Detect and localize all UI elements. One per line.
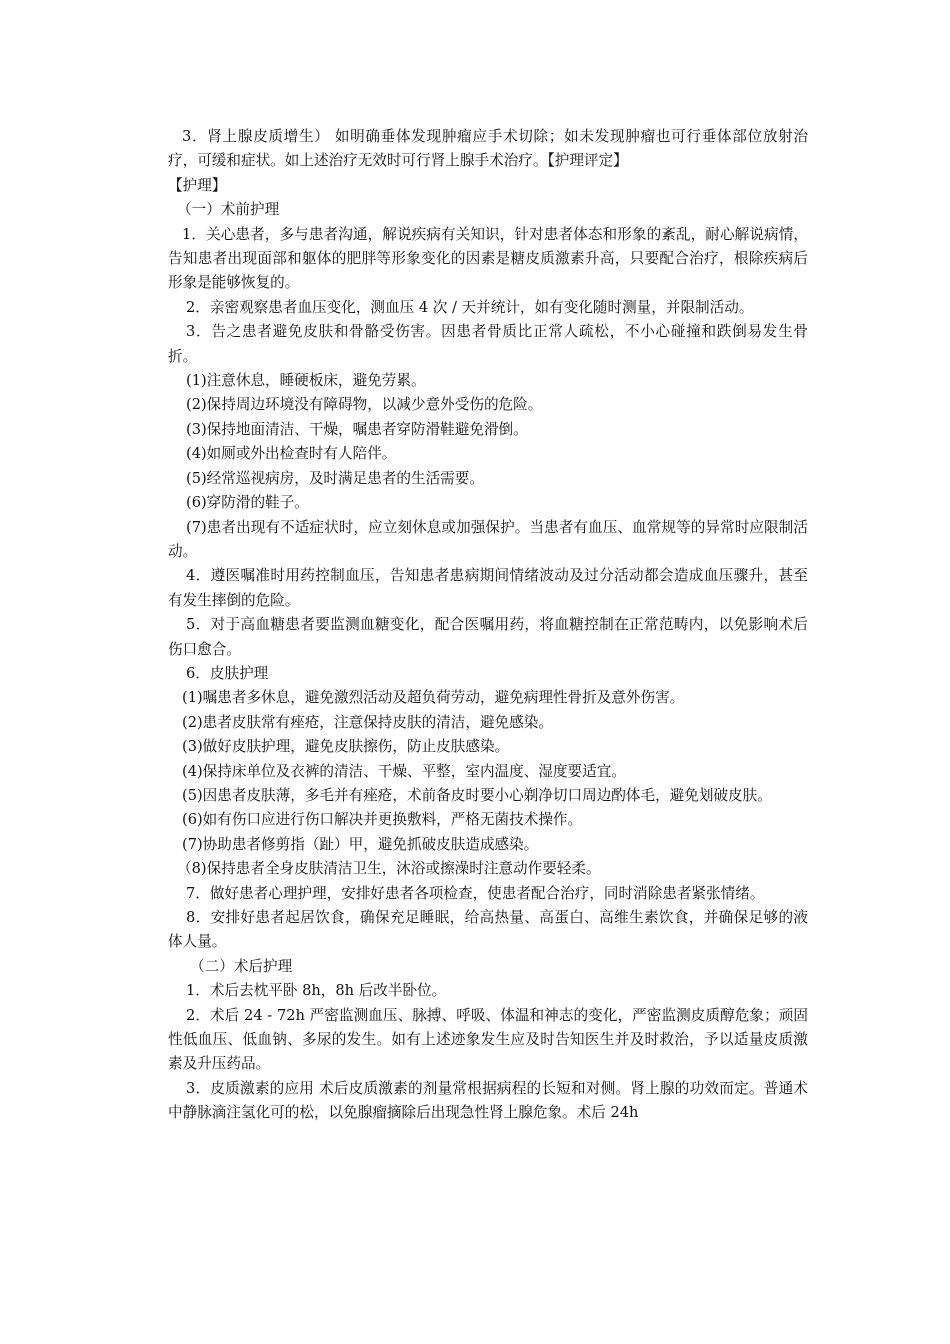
paragraph: 3．肾上腺皮质增生） 如明确垂体发现肿瘤应手术切除；如未发现肿瘤也可行垂体部位放射治疗，可缓和症状。如上述治疗无效时可行肾上腺手术治疗。【护理评定】 <box>168 128 808 170</box>
subsection-heading: （一）术前护理 <box>177 201 280 219</box>
paragraph: 3．告之患者避免皮肤和骨骼受伤害。因患者骨质比正常人疏松，不小心碰撞和跌倒易发生骨折。 <box>168 323 808 365</box>
list-item: (4)保持床单位及衣裤的清洁、干燥、平整，室内温度、湿度要适宜。 <box>182 762 626 780</box>
list-item: (1)注意休息，睡硬板床，避免劳累。 <box>186 372 426 390</box>
list-item: (4)如厕或外出检查时有人陪伴。 <box>186 445 397 463</box>
list-item: （8)保持患者全身皮肤清洁卫生，沐浴或擦澡时注意动作要轻柔。 <box>177 860 601 878</box>
list-item: (3)做好皮肤护理，避免皮肤擦伤，防止皮肤感染。 <box>182 738 510 756</box>
paragraph: 2．术后 24 - 72h 严密监测血压、脉搏、呼吸、体温和神志的变化，严密监测皮质醇危象；顽固性低血压、低血钠、多尿的发生。如有上述迹象发生应及时告知医生并及时救治，予以适量皮质激素及升压药品。 <box>168 1006 808 1073</box>
list-item: (6)如有伤口应进行伤口解决并更换敷料，严格无菌技术操作。 <box>182 811 583 829</box>
paragraph: 6．皮肤护理 <box>186 664 269 682</box>
list-item: (6)穿防滑的鞋子。 <box>186 494 309 512</box>
section-heading: 【护理】 <box>168 176 227 194</box>
list-item: (5)因患者皮肤薄，多毛并有痤疮，术前备皮时要小心剃净切口周边酌体毛，避免划破皮肤。 <box>182 786 772 804</box>
paragraph: 8．安排好患者起居饮食，确保充足睡眠，给高热量、高蛋白、高维生素饮食，并确保足够的液体人量。 <box>168 909 808 951</box>
list-item: (5)经常巡视病房，及时满足患者的生活需要。 <box>186 469 484 487</box>
paragraph: 3．皮质激素的应用 术后皮质激素的剂量常根据病程的长短和对侧。肾上腺的功效而定。普通术中静脉滴注氢化可的松，以免腺瘤摘除后出现急性肾上腺危象。术后 24h <box>168 1079 808 1122</box>
document-page <box>168 125 808 1126</box>
paragraph: 4．遵医嘱准时用药控制血压，告知患者患病期间情绪波动及过分活动都会造成血压骤升，甚至有发生摔倒的危险。 <box>168 567 808 609</box>
list-item: (3)保持地面清洁、干燥，嘱患者穿防滑鞋避免滑倒。 <box>186 420 528 438</box>
list-item: (2)患者皮肤常有痤疮，注意保持皮肤的清洁，避免感染。 <box>182 713 553 731</box>
paragraph: 2．亲密观察患者血压变化，测血压 4 次 / 天并统计，如有变化随时测量，并限制活动。 <box>186 298 754 316</box>
paragraph: 1．术后去枕平卧 8h，8h 后改半卧位。 <box>186 982 447 1000</box>
list-item: (1)嘱患者多休息，避免激烈活动及超负荷劳动，避免病理性骨折及意外伤害。 <box>182 689 685 707</box>
subsection-heading: （二）术后护理 <box>190 957 293 975</box>
paragraph: 5．对于高血糖患者要监测血糖变化，配合医嘱用药，将血糖控制在正常范畴内，以免影响术后伤口愈合。 <box>168 616 808 658</box>
list-item: (2)保持周边环境没有障碍物，以减少意外受伤的危险。 <box>186 396 543 414</box>
paragraph: 7．做好患者心理护理，安排好患者各项检查，使患者配合治疗，同时消除患者紧张情绪。 <box>186 884 765 902</box>
list-item: (7)患者出现有不适症状时，应立刻休息或加强保护。当患者有血压、血常规等的异常时应限制活动。 <box>168 518 808 560</box>
list-item: (7)协助患者修剪指（趾）甲，避免抓破皮肤造成感染。 <box>182 835 539 853</box>
paragraph: 1．关心患者，多与患者沟通，解说疾病有关知识，针对患者体态和形象的紊乱，耐心解说病情，告知患者出现面部和躯体的肥胖等形象变化的因素是糖皮质激素升高，只要配合治疗，根除疾病后形象是能够恢复的。 <box>168 225 808 292</box>
